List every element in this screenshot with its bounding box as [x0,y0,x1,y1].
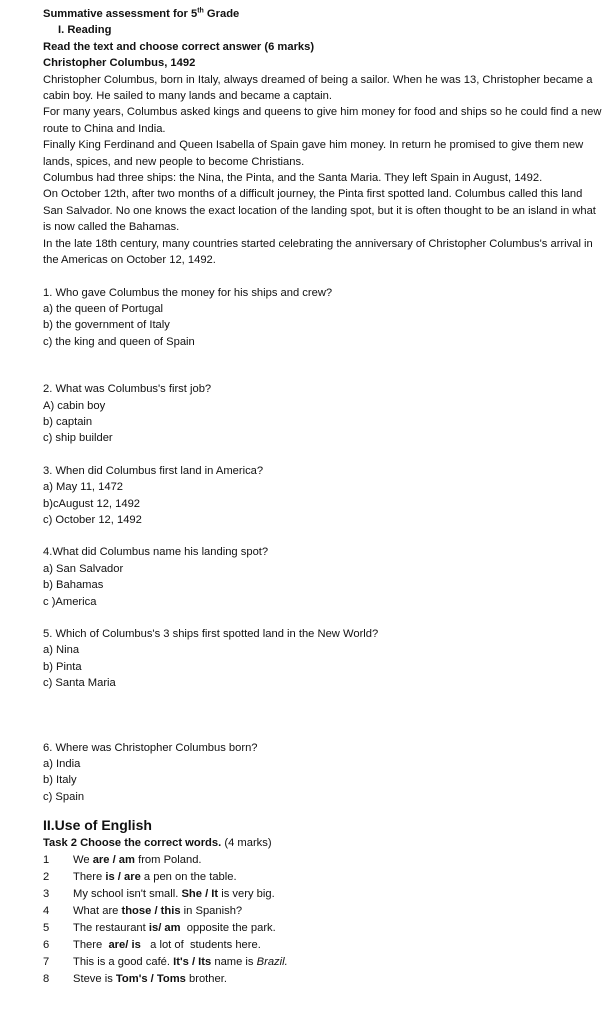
sentence-end: a pen on the table. [140,870,237,883]
item-sentence [73,852,202,869]
task-item [43,920,605,937]
sentence-start: The restaurant [73,921,149,934]
sentence-end: opposite the park. [180,921,276,934]
task-marks: (4 marks) [221,837,272,850]
question-3 [43,463,605,529]
question-text: 3. When did Columbus first land in America? [43,464,264,477]
item-sentence [73,971,227,988]
task-label: Task 2 Choose the correct words. [43,837,222,850]
word-choice: are/ is [108,938,141,951]
sentence-end: a lot of students here. [140,938,261,951]
item-sentence [73,903,242,920]
word-choice: Tom's / Toms [115,972,186,985]
sentence-end: in Spanish? [180,904,243,917]
answer-option: a) India [43,758,81,771]
task-item [43,903,605,920]
story-title: Christopher Columbus, 1492 [43,57,196,70]
instruction-text: Read the text and choose correct answer [43,40,262,53]
item-sentence [73,886,275,903]
title-superscript: th [197,7,204,15]
item-sentence [73,937,261,954]
task-2-items [43,852,605,988]
task-item [43,886,605,903]
passage-paragraph: For many years, Columbus asked kings and queens to give him money for food and ships so he could find a new route to China and India. [43,106,602,135]
worksheet-title [43,6,605,22]
question-5 [43,626,605,692]
answer-option: b)cAugust 12, 1492 [43,497,141,510]
sentence-start: We [73,853,93,866]
sentence-start: Steve is [73,972,116,985]
item-number: 1 [43,853,50,866]
question-text: 2. What was Columbus's first job? [43,383,212,396]
answer-option: c) Santa Maria [43,677,116,690]
item-number: 8 [43,972,50,985]
question-text: 6. Where was Christopher Columbus born? [43,741,258,754]
section-use-of-english-heading: II.Use of English [43,817,152,834]
answer-option: A) cabin boy [43,399,106,412]
item-number: 3 [43,887,50,900]
item-sentence [73,954,288,971]
instruction-marks: (6 marks) [264,40,315,53]
task-item [43,937,605,954]
answer-option: a) Nina [43,644,80,657]
item-number: 2 [43,870,50,883]
sentence-start: My school isn't small. [73,887,182,900]
word-choice: are / am [92,853,135,866]
item-sentence [73,920,276,937]
item-number: 6 [43,938,50,951]
sentence-start: This is a good café. [73,955,174,968]
section-reading-heading: I. Reading [58,24,112,37]
word-choice: is/ am [148,921,181,934]
answer-option: b) Italy [43,774,77,787]
question-text: 4.What did Columbus name his landing spot? [43,546,269,559]
answer-option: c) ship builder [43,432,113,445]
answer-option: b) captain [43,415,93,428]
answer-option: c) Spain [43,790,85,803]
answer-option: b) Bahamas [43,579,104,592]
task-2-instruction [43,835,605,851]
item-number: 7 [43,955,50,968]
sentence-end: brother. [185,972,227,985]
answer-option: b) Pinta [43,660,82,673]
title-grade-text: Grade [203,8,240,20]
word-choice: She / It [181,887,219,900]
question-text: 5. Which of Columbus's 3 ships first spotted land in the New World? [43,628,379,640]
task-item [43,852,605,869]
passage-paragraph: On October 12th, after two months of a difficult journey, the Pinta first spotted land. Columbus called this land San Salvador. No one knows the exact location of the landing spot, but it is often thought to be an island in what is now called the Bahamas. [43,188,596,234]
task-item [43,971,605,988]
question-2 [43,381,605,447]
sentence-start: What are [73,904,122,917]
passage-paragraph: Columbus had three ships: the Nina, the Pinta, and the Santa Maria. They left Spain in August, 1492. [43,172,543,185]
sentence-start: There [73,938,109,951]
title-text: Summative assessment for 5 [43,8,198,20]
question-6 [43,740,605,806]
item-sentence [73,869,237,886]
answer-option: c )America [43,595,97,608]
word-choice: It's / Its [173,955,212,968]
question-text: 1. Who gave Columbus the money for his ships and crew? [43,286,333,299]
answer-option: a) the queen of Portugal [43,302,164,315]
sentence-start: There [73,870,106,883]
question-1 [43,285,605,351]
question-4 [43,544,605,610]
item-number: 4 [43,904,50,917]
worksheet-page [43,6,605,988]
sentence-end: name is [211,955,257,968]
answer-option: b) the government of Italy [43,319,170,332]
answer-option: a) San Salvador [43,562,124,575]
task-item [43,954,605,971]
answer-option: a) May 11, 1472 [43,481,124,494]
reading-instruction [43,39,605,55]
answer-option: c) the king and queen of Spain [43,335,195,348]
task-item [43,869,605,886]
passage-paragraph: Christopher Columbus, born in Italy, always dreamed of being a sailor. When he was 13, Christopher became a cabin boy. He sailed to many lands and became a captain. [43,73,593,103]
item-number: 5 [43,921,50,934]
answer-option: c) October 12, 1492 [43,513,142,526]
sentence-end: from Poland. [134,853,202,866]
reading-passage [43,72,605,269]
passage-paragraph: In the late 18th century, many countries started celebrating the anniversary of Christopher Columbus's arrival in the Americas on October 12, 1492. [43,237,593,267]
word-choice: is / are [105,870,141,883]
sentence-end: is very big. [218,887,275,900]
sentence-italic-word: Brazil. [256,955,288,968]
passage-paragraph: Finally King Ferdinand and Queen Isabella of Spain gave him money. In return he promised to give them new lands, spices, and new people to become Christians. [43,139,584,168]
word-choice: those / this [121,904,181,917]
